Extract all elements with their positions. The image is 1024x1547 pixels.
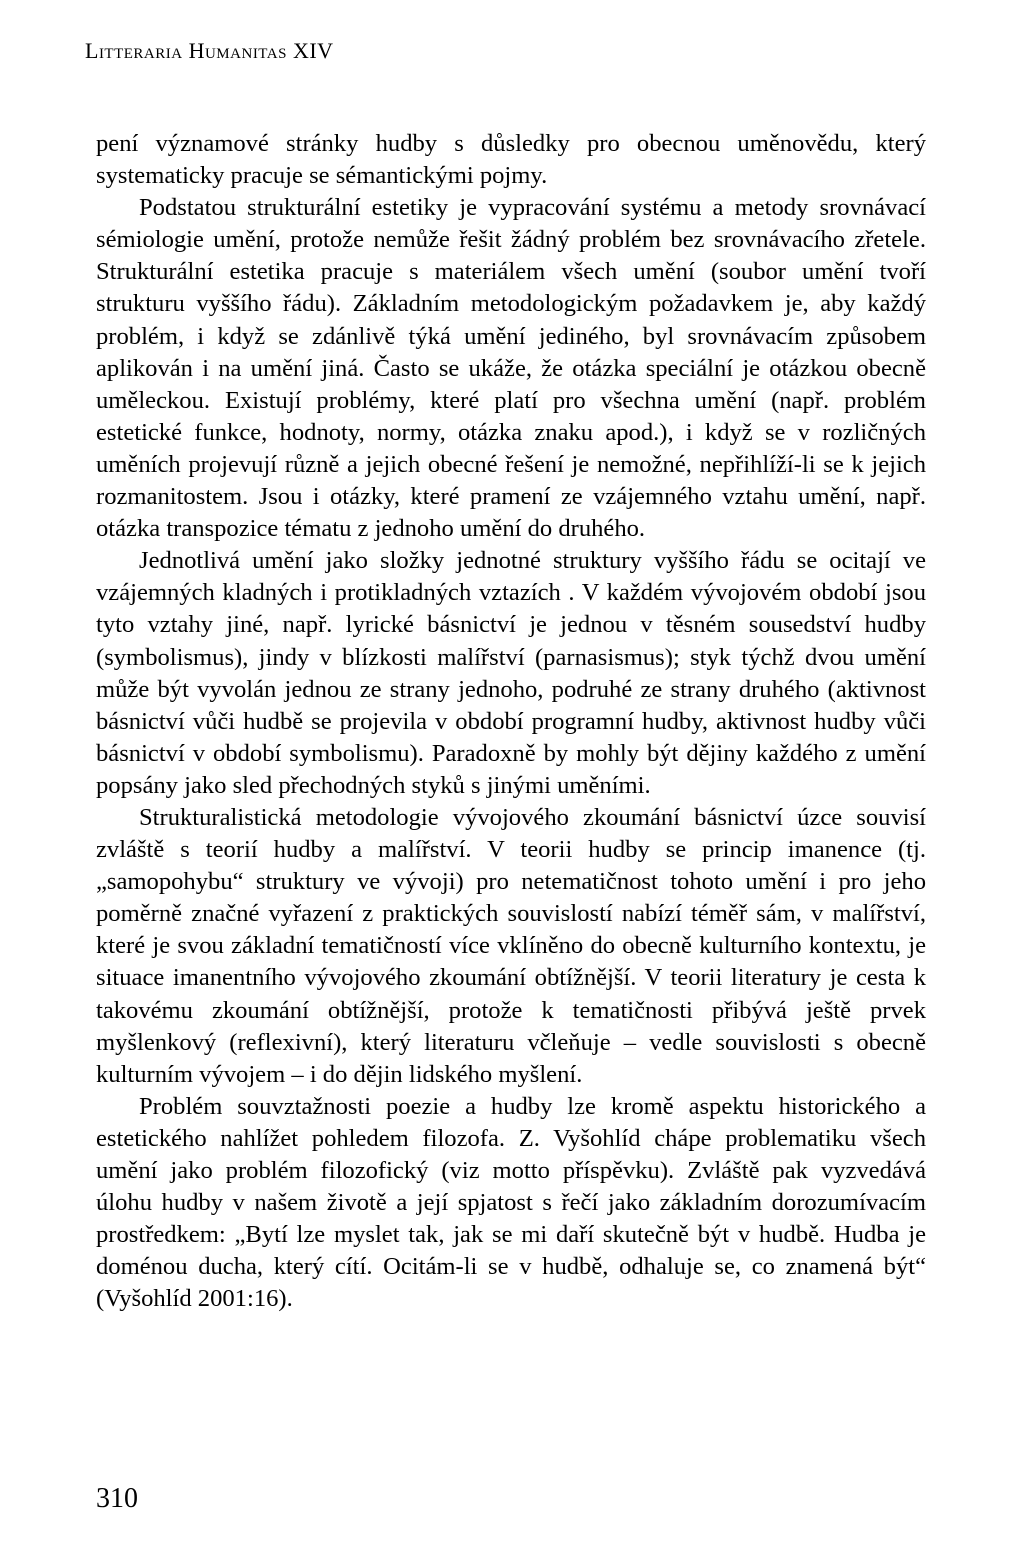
running-head: Litteraria Humanitas XIV (85, 38, 334, 63)
paragraph: Problém souvztažnosti poezie a hudby lze kromě aspektu historického a estetického nahlížet pohledem filozofa. Z. Vyšohlíd chápe problematiku všech umění jako problém filozofický (viz motto příspěvku). Zvláště pak vyzvedává úlohu hudby v našem životě a její spjatost s řečí jako základním dorozumívacím prostředkem: „Bytí lze myslet tak, jak se mi daří skutečně být v hudbě. Hudba je doménou ducha, který cítí. Ocitám-li se v hudbě, odhaluje se, co znamená být“ (Vyšohlíd 2001:16). (96, 1092, 926, 1313)
body-text (96, 128, 926, 1315)
paragraph: Jednotlivá umění jako složky jednotné struktury vyššího řádu se ocitají ve vzájemných kladných i protikladných vztazích . V každém vývojovém období jsou tyto vztahy jiné, např. lyrické básnictví je jednou v těsném sousedství hudby (symbolismus), jindy v blízkosti malířství (parnasismus); styk týchž dvou umění může být vyvolán jednou ze strany jednoho, podruhé ze strany druhého (aktivnost básnictví vůči hudbě se projevila v období programní hudby, aktivnost hudby vůči básnictví v období symbolismu). Paradoxně by mohly být dějiny každého z umění popsány jako sled přechodných styků s jinými uměními. (96, 547, 926, 799)
paragraph: Podstatou strukturální estetiky je vypracování systému a metody srovnávací sémiologie umění, protože nemůže řešit žádný problém bez srovnávacího zřetele. Strukturální estetika pracuje s materiálem všech umění (soubor umění tvoří strukturu vyššího řádu). Základním metodologickým požadavkem je, aby každý problém, i když se zdánlivě týká umění jediného, byl srovnávacím způsobem aplikován i na umění jiná. Často se ukáže, že otázka speciální je otázkou obecně uměleckou. Existují problémy, které platí pro všechna umění (např. problém estetické funkce, hodnoty, normy, otázka znaku apod.), i když se v rozličných uměních projevují různě a jejich obecné řešení je nemožné, nepřihlíží-li se k jejich rozmanitostem. Jsou i otázky, které pramení ze vzájemného vztahu umění, např. otázka transpozice tématu z jednoho umění do druhého. (96, 194, 926, 543)
paragraph-continued: pení významové stránky hudby s důsledky pro obecnou uměnovědu, který systematicky pracuje se sémantickými pojmy. (96, 130, 926, 190)
paragraph: Strukturalistická metodologie vývojového zkoumání básnictví úzce souvisí zvláště s teorií hudby a malířství. V teorii hudby se princip imanence (tj. „samopohybu“ struktury ve vývoji) pro netematičnost tohoto umění i pro jeho poměrně značné vyřazení z praktických souvislostí nabízí téměř sám, v malířství, které je svou základní tematičností více vklíněno do obecně kulturního kontextu, je situace imanentního vývojového zkoumání obtížnější. V teorii literatury je cesta k takovému zkoumání obtížnější, protože k tematičnosti přibývá ještě prvek myšlenkový (reflexivní), který literaturu včleňuje – vedle souvislosti s obecně kulturním vývojem – i do dějin lidského myšlení. (96, 803, 926, 1088)
page-number: 310 (96, 1483, 138, 1514)
